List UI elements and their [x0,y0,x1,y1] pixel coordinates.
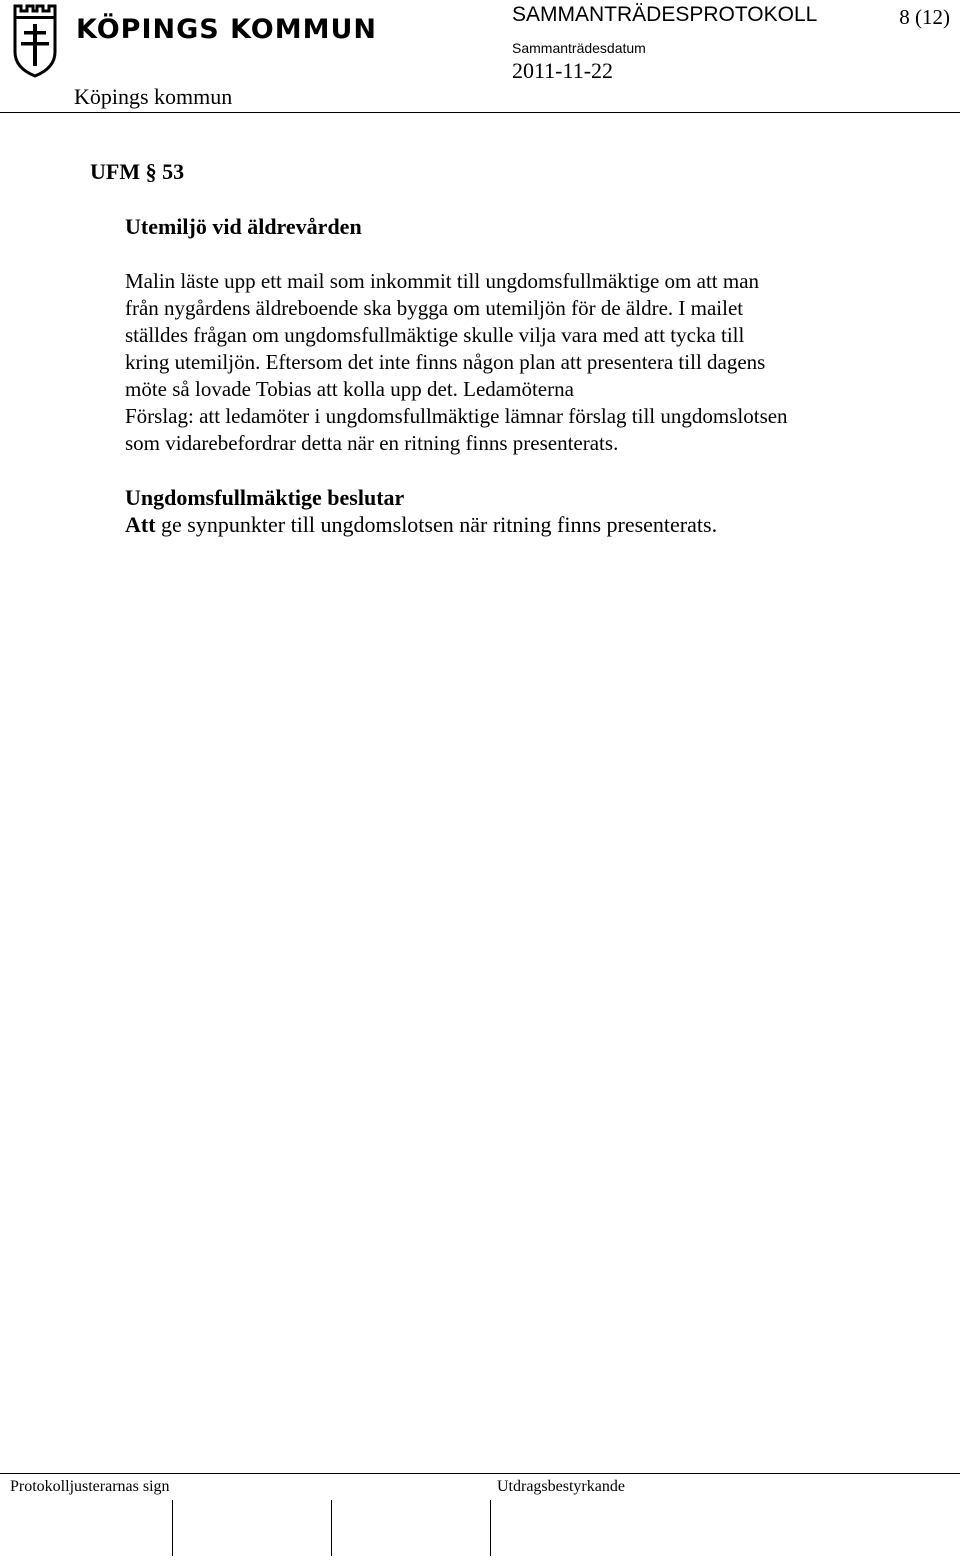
body-line: som vidarebefordrar detta när en ritning finns presenterats. [125,431,619,455]
decision-text [125,512,717,538]
body-line: ställdes frågan om ungdomsfullmäktige skulle vilja vara med att tycka till [125,323,745,347]
section-body [125,268,925,457]
decision-heading: Ungdomsfullmäktige beslutar [125,485,405,510]
adjusters-signature-label: Protokolljusterarnas sign [10,1478,170,1495]
signature-box-divider [331,1500,332,1556]
page-number: 8 (12) [899,5,950,29]
signature-box-divider [172,1500,173,1556]
meeting-date-label: Sammanträdesdatum [512,40,646,56]
body-line: kring utemiljön. Eftersom det inte finns någon plan att presentera till dagens [125,350,766,374]
coat-of-arms-logo [12,4,58,78]
org-logo-text: KÖPINGS KOMMUN [76,14,378,45]
body-line: Malin läste upp ett mail som inkommit till ungdomsfullmäktige om att man [125,269,760,293]
document-type-title: SAMMANTRÄDESPROTOKOLL [512,3,818,26]
header-divider [0,112,960,113]
meeting-date: 2011-11-22 [512,58,614,83]
extract-certification-label: Utdragsbestyrkande [497,1478,625,1495]
section-number: UFM § 53 [90,159,185,184]
body-line: Förslag: att ledamöter i ungdomsfullmäktige lämnar förslag till ungdomslotsen [125,404,788,428]
municipality-name: Köpings kommun [74,84,233,109]
signature-box-divider [490,1500,491,1556]
section-heading: Utemiljö vid äldrevården [125,214,362,239]
decision-keyword: Att [125,512,156,537]
body-line: från nygårdens äldreboende ska bygga om utemiljön för de äldre. I mailet [125,296,744,320]
body-line: möte så lovade Tobias att kolla upp det. Ledamöterna [125,377,574,401]
decision-body: ge synpunkter till ungdomslotsen när ritning finns presenterats. [161,512,718,537]
footer-divider [0,1473,960,1474]
